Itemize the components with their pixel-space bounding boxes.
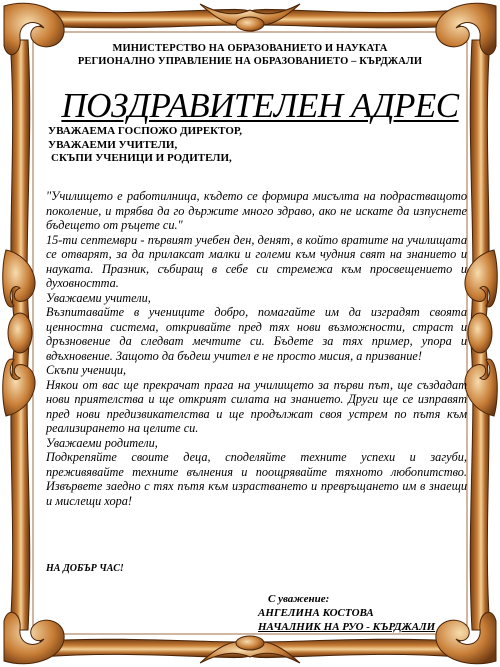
body-salutation: Уважаеми родители, [46,435,158,450]
ministry-name: МИНИСТЕРСТВО НА ОБРАЗОВАНИЕТО И НАУКАТА [112,43,388,54]
body-paragraph: Някои от вас ще прекрачат прага на училището за първи път, ще създадат нови приятелства и ще открият силата на знанието. Други ще се изправят пред нови предизвикателства и ще продължат своя устрем по пътя към реализирането на целите си. [46,377,467,435]
addressee-line: СКЪПИ УЧЕНИЦИ И РОДИТЕЛИ, [51,152,232,164]
signature-name: АНГЕЛИНА КОСТОВА [258,607,374,619]
body-paragraph: Подкрепяйте своите деца, споделяйте техните успехи и загуби, преживявайте техните вълнения и поощрявайте тяхното любопитство. Извървете заедно с тях пътя към израстването и превръщането им в знаещи и мислещи хора! [46,450,467,508]
signature-regards: С уважение: [268,593,330,605]
addressee-line: УВАЖАЕМИ УЧИТЕЛИ, [48,138,178,151]
body-paragraph: Възпитавайте в учениците добро, помагайте им да изградят своята ценностна система, откривайте пред тях нови възможности, страст и дръзновение да следват мечтите си. Бъдете за тях пример, упора и вдъхновение. Защото да бъдеш учител е не просто мисия, а призвание! [46,305,467,363]
body-paragraph: 15-ти септември - първият учебен ден, денят, в който вратите на училищата се отварят, за да прилаксат малки и големи към чудния свят на знанието и науката. Празник, събиращ в себе си стремежа към просвещението и духовността. [46,232,467,290]
ministry-header [60,42,440,68]
addressee-line: УВАЖАЕМА ГОСПОЖО ДИРЕКТОР, [48,125,242,137]
signature-position: НАЧАЛНИК НА РУО - КЪРДЖАЛИ [258,621,436,633]
closing-wish: НА ДОБЪР ЧАС! [46,563,124,574]
body-salutation: Уважаеми учители, [46,290,151,305]
body-paragraph: "Училището е работилница, където се формира мисълта на подрастващото поколение, и трябва да го държите много здраво, ако не искате да изпуснете бъдещето от ръцете си." [46,189,467,232]
addressee-block [48,125,242,166]
signature-block [258,592,435,634]
document-title: ПОЗДРАВИТЕЛЕН АДРЕС [61,86,459,125]
letter-body [46,189,467,508]
regional-office-name: РЕГИОНАЛНО УПРАВЛЕНИЕ НА ОБРАЗОВАНИЕТО – КЪРДЖАЛИ [77,56,423,67]
body-salutation: Скъпи ученици, [46,363,127,377]
